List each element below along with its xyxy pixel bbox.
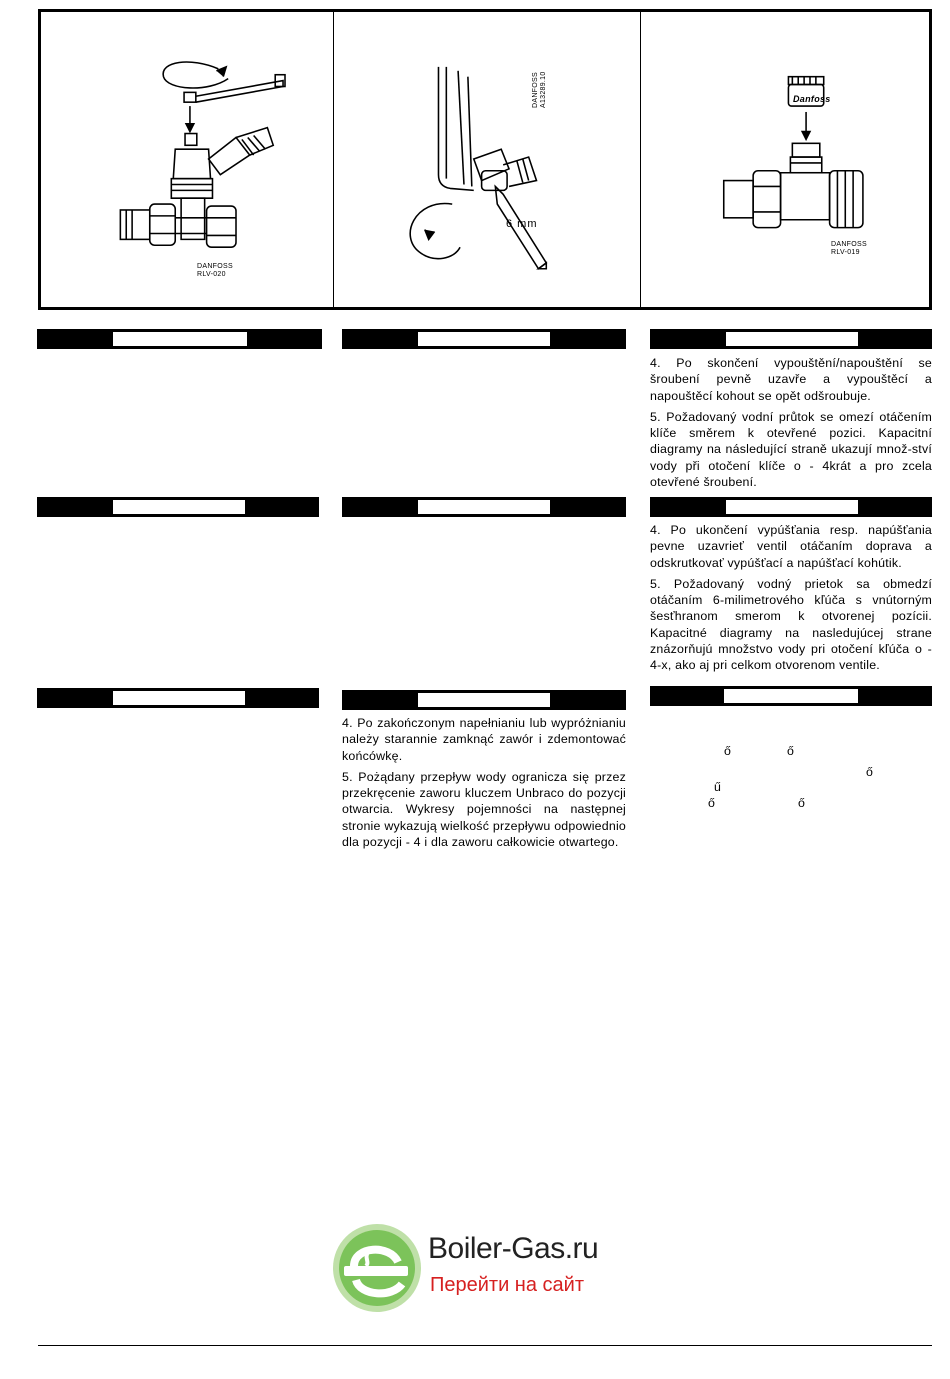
figure-strip (38, 9, 932, 310)
hungarian-fragment: ő (787, 744, 794, 758)
logo-site-name[interactable]: Boiler-Gas.ru (428, 1232, 599, 1265)
hungarian-fragment: ő (708, 796, 715, 810)
figure-panel-cap (640, 12, 929, 307)
section-header-bar (650, 686, 932, 706)
polish-paragraph-5: 5. Pożądany przepływ wody ogranicza się przez przekręcenie zaworu kluczem Unbraco do pozycji otwarcia. Wykresy pojemności na następnej stronie wykazują wielkość przepływu odpowiednio dla pozycji - 4 i dla zaworu całkowicie otwartego. (342, 769, 626, 850)
section-header-bar (37, 497, 319, 517)
figure-label-3a: DANFOSS (831, 241, 867, 248)
section-header-bar (342, 690, 626, 710)
czech-paragraph-5: 5. Požadovaný vodní průtok se omezí otáčením klíče směrem k otevřené pozici. Kapacitní diagramy na následující straně ukazují množ-ství vody při otočení klíče o - 4krát a pro zcela otevřené šroubení. (650, 409, 932, 490)
figure-label-2b: A13289.10 (540, 71, 547, 108)
section-header-bar (342, 329, 626, 349)
hungarian-fragment: ű (714, 780, 721, 794)
cap-logo: Danfoss (793, 94, 831, 104)
figure-label-2a: DANFOSS (532, 72, 539, 108)
section-header-bar (37, 329, 322, 349)
slovak-paragraph-5: 5. Požadovaný vodný prietok sa obmedzí otáčaním 6-milimetrového kľúča s vnútorným šesťhranom smerom k otvorenej pozícii. Kapacitné diagramy na nasledujúcej strane znázorňujú množstvo vody pri otočení kľúča o - 4-x, ako aj pri celkom otvorenom ventile. (650, 576, 932, 673)
polish-paragraph-4: 4. Po zakończonym napełnianiu lub wypróżnianiu należy starannie zamknąć zawór i zdemontować końcówkę. (342, 716, 626, 763)
slovak-paragraph-4: 4. Po ukončení vypúšťania resp. napúšťania pevne uzavrieť ventil otáčaním doprava a odskrutkovať vypúšťací a napúšťací kohútik. (650, 523, 932, 570)
drain-cock-illustration (41, 12, 333, 307)
figure-label-1a: DANFOSS (197, 263, 233, 270)
figure-panel-hex-key (333, 12, 640, 307)
footer-divider (38, 1345, 932, 1346)
figure-label-1b: RLV-020 (197, 271, 226, 278)
hungarian-fragment: ő (724, 744, 731, 758)
czech-text (650, 355, 932, 495)
hex-key-illustration (334, 12, 640, 307)
logo-go-to-site-link[interactable]: Перейти на сайт (430, 1274, 584, 1296)
cap-valve-illustration (641, 12, 929, 307)
czech-paragraph-4: 4. Po skončení vypouštění/napouštění se šroubení pevně uzavře a vypouštěcí a napouštěcí kohout se opět odšroubuje. (650, 356, 932, 403)
boiler-gas-logo-icon[interactable] (330, 1222, 424, 1314)
figure-panel-drain-cock (41, 12, 333, 307)
hungarian-fragment: ő (866, 765, 873, 779)
section-header-bar (37, 688, 319, 708)
section-header-bar (650, 497, 932, 517)
polish-text (342, 715, 626, 855)
section-header-bar (650, 329, 932, 349)
hungarian-fragment: ő (798, 796, 805, 810)
section-header-bar (342, 497, 626, 517)
slovak-text (650, 522, 932, 679)
figure-dimension-label: 6 mm (506, 218, 538, 230)
figure-label-3b: RLV-019 (831, 249, 860, 256)
